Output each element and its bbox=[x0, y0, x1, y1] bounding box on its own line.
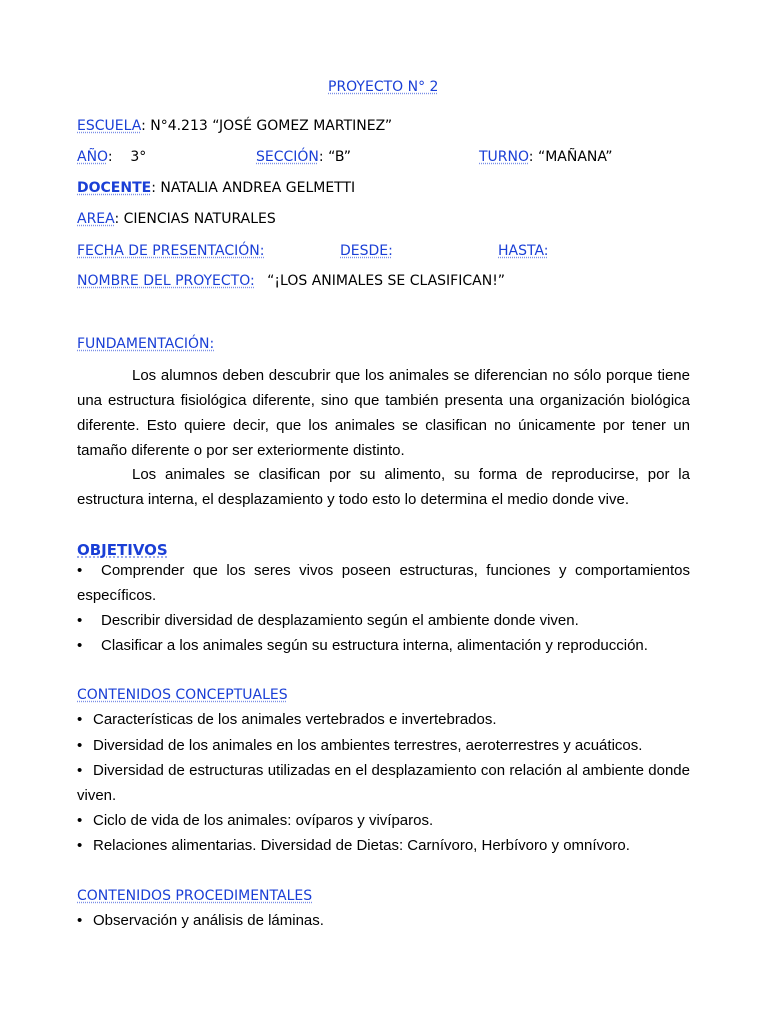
area-label: AREA bbox=[77, 211, 115, 227]
hasta-label: HASTA: bbox=[498, 243, 549, 259]
list-item: • Observación y análisis de láminas. bbox=[77, 908, 690, 933]
bullet-icon: • bbox=[77, 637, 83, 654]
bullet-icon: • bbox=[77, 612, 83, 629]
list-item: • Relaciones alimentarias. Diversidad de Dietas: Carnívoro, Herbívoro y omnívoro. bbox=[77, 833, 690, 858]
area-line bbox=[77, 211, 276, 227]
escuela-label: ESCUELA bbox=[77, 118, 142, 134]
turno-label: TURNO bbox=[479, 149, 529, 165]
docente-value: : NATALIA ANDREA GELMETTI bbox=[151, 180, 356, 196]
fecha-label: FECHA DE PRESENTACIÓN: bbox=[77, 243, 265, 259]
docente-label: DOCENTE bbox=[77, 180, 152, 196]
fundamentacion-paragraph-1: Los alumnos deben descubrir que los animales se diferencian no sólo porque tiene una estructura fisiológica diferente, sino que también presenta una organización biológica diferente. Esto quiere decir, que los animales se clasifican no únicamente por tener un tamaño diferente o por ser exteriormente distinto. bbox=[77, 367, 690, 459]
nombre-line bbox=[77, 273, 505, 289]
list-item: • Describir diversidad de desplazamiento según el ambiente donde viven. bbox=[77, 608, 690, 633]
list-item: • Comprender que los seres vivos poseen estructuras, funciones y comportamientos específicos. bbox=[77, 558, 690, 608]
nombre-value: “¡LOS ANIMALES SE CLASIFICAN!” bbox=[267, 273, 506, 289]
list-item: • Ciclo de vida de los animales: ovíparos y vivíparos. bbox=[77, 808, 690, 833]
list-item: • Diversidad de los animales en los ambientes terrestres, aeroterrestres y acuáticos. bbox=[77, 733, 690, 758]
bullet-icon: • bbox=[77, 562, 83, 579]
nombre-label: NOMBRE DEL PROYECTO: bbox=[77, 273, 255, 289]
contenidos-conceptuales-heading: CONTENIDOS CONCEPTUALES bbox=[77, 687, 288, 703]
page-title: PROYECTO N° 2 bbox=[328, 79, 439, 95]
turno-value: : “MAÑANA” bbox=[528, 149, 613, 165]
anio-value: : 3° bbox=[107, 149, 147, 165]
seccion-label: SECCIÓN bbox=[256, 149, 319, 165]
anio-line bbox=[77, 149, 146, 165]
list-item: • Características de los animales vertebrados e invertebrados. bbox=[77, 707, 690, 732]
bullet-icon: • bbox=[77, 912, 83, 929]
contenidos-procedimentales-heading: CONTENIDOS PROCEDIMENTALES bbox=[77, 888, 313, 904]
bullet-icon: • bbox=[77, 762, 83, 779]
desde-label: DESDE: bbox=[340, 243, 393, 259]
seccion-value: : “B” bbox=[318, 149, 351, 165]
objetivos-heading: OBJETIVOS bbox=[77, 541, 168, 559]
bullet-icon: • bbox=[77, 812, 83, 829]
seccion-line bbox=[256, 149, 351, 165]
turno-line bbox=[479, 149, 612, 165]
bullet-icon: • bbox=[77, 711, 83, 728]
fundamentacion-paragraph-2: Los animales se clasifican por su alimento, su forma de reproducirse, por la estructura interna, el desplazamiento y todo esto lo determina el medio donde vive. bbox=[77, 466, 690, 508]
list-item: • Clasificar a los animales según su estructura interna, alimentación y reproducción. bbox=[77, 633, 690, 658]
fundamentacion-heading: FUNDAMENTACIÓN: bbox=[77, 336, 215, 352]
area-value: : CIENCIAS NATURALES bbox=[114, 211, 276, 227]
bullet-icon: • bbox=[77, 837, 83, 854]
anio-label: AÑO bbox=[77, 149, 108, 165]
bullet-icon: • bbox=[77, 737, 83, 754]
escuela-value: : N°4.213 “JOSÉ GOMEZ MARTINEZ” bbox=[141, 118, 393, 134]
docente-line bbox=[77, 180, 355, 196]
escuela-line bbox=[77, 118, 392, 134]
list-item: • Diversidad de estructuras utilizadas en el desplazamiento con relación al ambiente donde viven. bbox=[77, 758, 690, 808]
